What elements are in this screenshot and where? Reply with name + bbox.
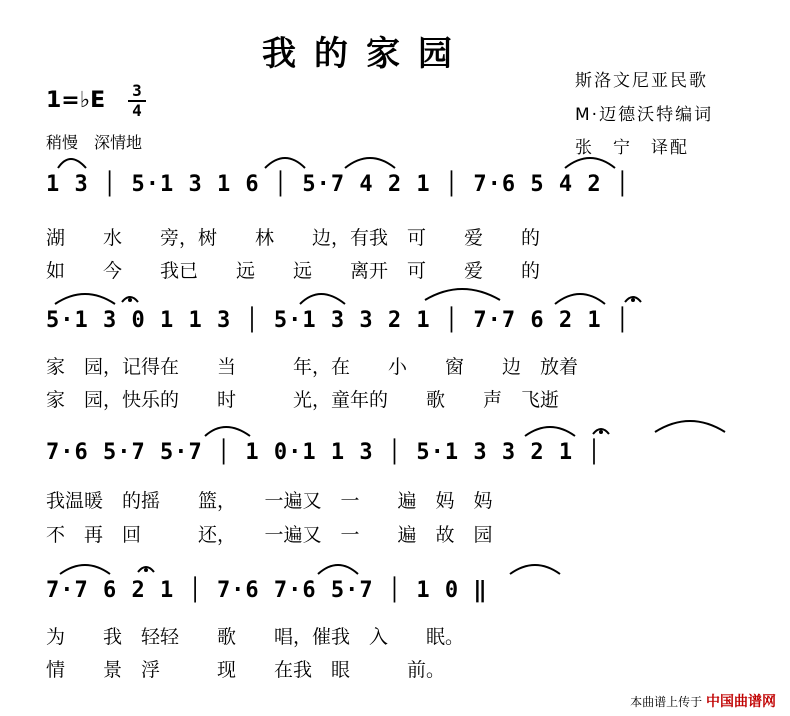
fermata-dot bbox=[144, 568, 148, 572]
slur-mark bbox=[525, 427, 575, 436]
lyrics-line-3-verse-2: 不 再 回 还， 一遍又 一 遍 故 园 bbox=[46, 524, 493, 546]
fermata-dot bbox=[599, 430, 603, 434]
slur-mark bbox=[55, 294, 115, 304]
footer-credit bbox=[630, 691, 776, 711]
time-signature-top: 3 bbox=[132, 81, 142, 100]
lyrics-line-1-verse-2: 如 今 我已 远 远 离开 可 爱 的 bbox=[46, 260, 541, 282]
slur-mark bbox=[60, 565, 110, 574]
site-logo: 中国曲谱网 bbox=[706, 694, 776, 710]
lyrics-line-2-verse-1: 家 园，记得在 当 年，在 小 窗 边 放着 bbox=[46, 356, 579, 378]
slur-mark bbox=[58, 159, 86, 168]
slur-mark bbox=[555, 294, 605, 304]
slur-mark bbox=[205, 427, 250, 436]
notation-line-3: 7·6 5·7 5·7 │ 1 0·1 1 3 │ 5·1 3 3 2 1 │ bbox=[46, 440, 602, 465]
fermata-dot bbox=[128, 298, 132, 302]
time-signature-bottom: 4 bbox=[132, 101, 142, 120]
credit-translator: 张 宁 译配 bbox=[575, 138, 689, 158]
slur-mark bbox=[345, 158, 395, 168]
slur-mark bbox=[425, 289, 500, 300]
slur-mark bbox=[300, 294, 345, 304]
notation-line-4: 7·7 6 2 1 │ 7·6 7·6 5·7 │ 1 0 ‖ bbox=[46, 578, 488, 603]
key-signature: 1=♭E bbox=[46, 88, 106, 113]
slur-mark bbox=[265, 158, 305, 168]
credit-origin: 斯洛文尼亚民歌 bbox=[575, 71, 708, 91]
credit-lyricist: M·迈德沃特编词 bbox=[575, 105, 714, 125]
lyrics-line-4-verse-2: 情 景 浮 现 在我 眼 前。 bbox=[46, 659, 446, 681]
notation-line-1: 1 3 │ 5·1 3 1 6 │ 5·7 4 2 1 │ 7·6 5 4 2 │ bbox=[46, 172, 631, 197]
slur-mark bbox=[565, 158, 615, 168]
song-title: 我的家园 bbox=[262, 34, 470, 74]
slur-mark bbox=[318, 565, 358, 574]
footer-prefix: 本曲谱上传于 bbox=[630, 695, 703, 709]
tempo-marking: 稍慢 深情地 bbox=[46, 133, 143, 152]
lyrics-line-3-verse-1: 我温暖 的摇 篮， 一遍又 一 遍 妈 妈 bbox=[46, 490, 493, 512]
lyrics-line-4-verse-1: 为 我 轻轻 歌 唱，催我 入 眠。 bbox=[46, 626, 465, 648]
lyrics-line-2-verse-2: 家 园，快乐的 时 光，童年的 歌 声 飞逝 bbox=[46, 389, 560, 411]
slur-mark bbox=[655, 421, 725, 432]
lyrics-line-1-verse-1: 湖 水 旁，树 林 边，有我 可 爱 的 bbox=[46, 227, 541, 249]
slur-mark bbox=[510, 565, 560, 574]
notation-line-2: 5·1 3 0 1 1 3 │ 5·1 3 3 2 1 │ 7·7 6 2 1 │ bbox=[46, 308, 631, 333]
fermata-dot bbox=[631, 298, 635, 302]
